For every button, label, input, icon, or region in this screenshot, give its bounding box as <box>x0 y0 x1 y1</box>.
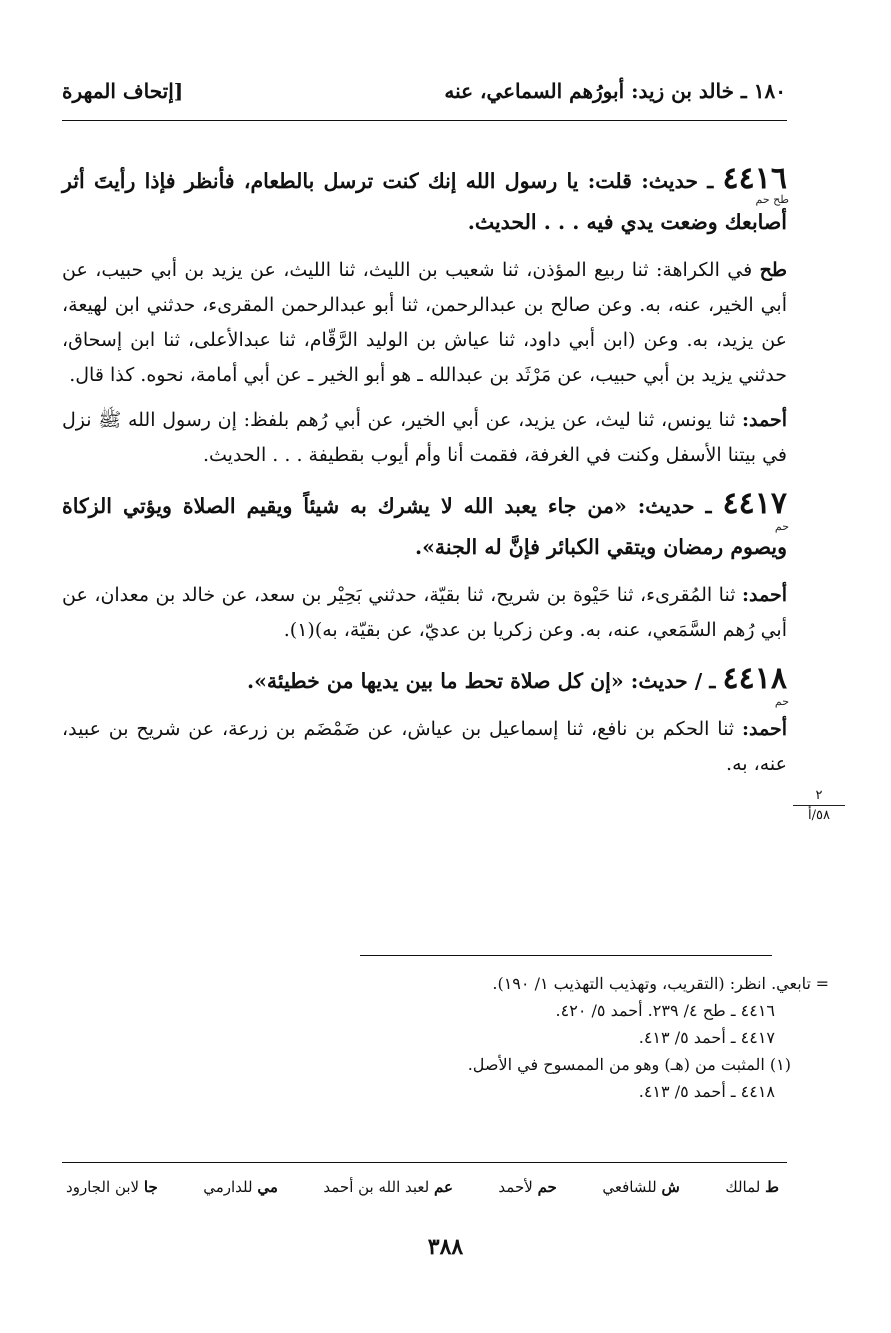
footnote-divider <box>360 955 772 956</box>
legend-divider <box>62 1162 787 1163</box>
header-divider <box>62 120 787 121</box>
chain-text: ثنا الحكم بن نافع، ثنا إسماعيل بن عياش، عن ضَمْضَم بن زرعة، عن شريح بن عبيد، عنه، به. <box>62 718 787 775</box>
manuscript-folio-reference <box>793 788 845 823</box>
hadith-4417-heading <box>62 483 787 568</box>
legend-item: حم لأحمد <box>498 1178 557 1196</box>
hadith-4416-source-mark: طح حم <box>755 193 789 206</box>
legend-item: مي للدارمي <box>203 1178 278 1196</box>
footnote-4416-refs: ٤٤١٦ ـ طح ٤/ ٢٣٩. أحمد ٥/ ٤٢٠. <box>555 1001 775 1020</box>
hadith-4418-source-mark: حم <box>774 695 789 708</box>
hadith-4416-heading <box>62 158 787 243</box>
hadith-4418-title: ـ / حديث: «إن كل صلاة تحط ما بين يديها من خطيئة». <box>246 669 716 693</box>
footnotes <box>351 970 829 1105</box>
hadith-4416-ahmad-chain <box>62 403 787 473</box>
hadith-4418-number: ٤٤١٨ <box>722 661 787 696</box>
chain-text: في الكراهة: ثنا ربيع المؤذن، ثنا شعيب بن الليث، ثنا الليث، عن يزيد بن أبي حبيب، عن أبي الخير، عنه، به. وعن صالح بن عبدالرحمن، ثنا أبو عبدالرحمن المقرىء، حدثني ابن لهيعة، عن يزيد، به. وعن (ابن أبي داود، ثنا عياش بن الوليد الرَّقّام، ثنا عبدالأعلى، ثنا ابن إسحاق، حدثني يزيد بن أبي حبيب، عن مَرْثَد بن عبدالله ـ هو أبو الخير ـ عن أبي أمامة، نحوه. كذا قال. <box>62 259 787 386</box>
source-tahawi: طح <box>759 259 787 281</box>
abbreviation-legend <box>66 1178 779 1196</box>
legend-item: عم لعبد الله بن أحمد <box>323 1178 453 1196</box>
footnote-4418-refs: ٤٤١٨ ـ أحمد ٥/ ٤١٣. <box>638 1082 775 1101</box>
chain-text: ثنا يونس، ثنا ليث، عن يزيد، عن أبي الخير، عن أبي رُهم بلفظ: إن رسول الله ﷺ نزل في بيتنا الأسفل وكنت في الغرفة، فقمت أنا وأم أيوب بقطيفة . . . الحديث. <box>62 409 787 466</box>
footnote-text: تابعي. انظر: (التقريب، وتهذيب التهذيب ١/ ١٩٠). <box>492 974 811 993</box>
header-chapter-title: ١٨٠ ـ خالد بن زيد: أبورُهم السماعي، عنه <box>444 79 786 103</box>
hadith-4416-tahawi-chain <box>62 253 787 393</box>
footnote-continued <box>351 970 829 997</box>
main-text <box>62 158 787 792</box>
hadith-4417-number: ٤٤١٧ <box>722 486 787 521</box>
source-ahmad: أحمد: <box>741 718 787 740</box>
chain-text: ثنا المُقرىء، ثنا حَيْوة بن شريح، ثنا بقيّة، حدثني بَحِيْر بن سعد، عن خالد بن معدان، عن أبي رُهم السَّمَعي، عنه، به. وعن زكريا بن عديّ، عن بقيّة، به)(١). <box>62 584 787 641</box>
source-ahmad: أحمد: <box>742 409 787 431</box>
footnote-4417-refs: ٤٤١٧ ـ أحمد ٥/ ٤١٣. <box>638 1028 775 1047</box>
hadith-4416-number: ٤٤١٦ <box>722 161 787 196</box>
legend-item: جا لابن الجارود <box>66 1178 158 1196</box>
hadith-4417-title: ـ حديث: «من جاء يعبد الله لا يشرك به شيئاً ويقيم الصلاة ويؤتي الزكاة ويصوم رمضان ويتقي الكبائر فإنَّ له الجنة». <box>62 494 787 559</box>
continuation-mark: = <box>815 974 829 993</box>
legend-item: ط لمالك <box>725 1178 779 1196</box>
hadith-4417-ahmad-chain <box>62 578 787 648</box>
hadith-4417-source-mark: حم <box>774 520 789 533</box>
hadith-4418-heading <box>62 658 789 708</box>
folio-divider <box>793 805 845 806</box>
hadith-4416-title: ـ حديث: قلت: يا رسول الله إنك كنت ترسل بالطعام، فأنظر فإذا رأيتَ أثر أصابعك وضعت يدي فيه . . . الحديث. <box>62 169 787 234</box>
source-ahmad: أحمد: <box>742 584 788 606</box>
folio-number: ٢ <box>815 788 823 803</box>
hadith-4418-ahmad-chain <box>62 712 787 782</box>
header-book-title: [إتحاف المهرة <box>62 79 184 103</box>
running-header <box>62 72 786 110</box>
footnote-1: (١) المثبت من (هـ) وهو من الممسوح في الأصل. <box>467 1055 791 1074</box>
folio-page: ٥٨/أ <box>808 808 830 823</box>
legend-item: ش للشافعي <box>602 1178 680 1196</box>
page-number: ٣٨٨ <box>427 1234 464 1260</box>
